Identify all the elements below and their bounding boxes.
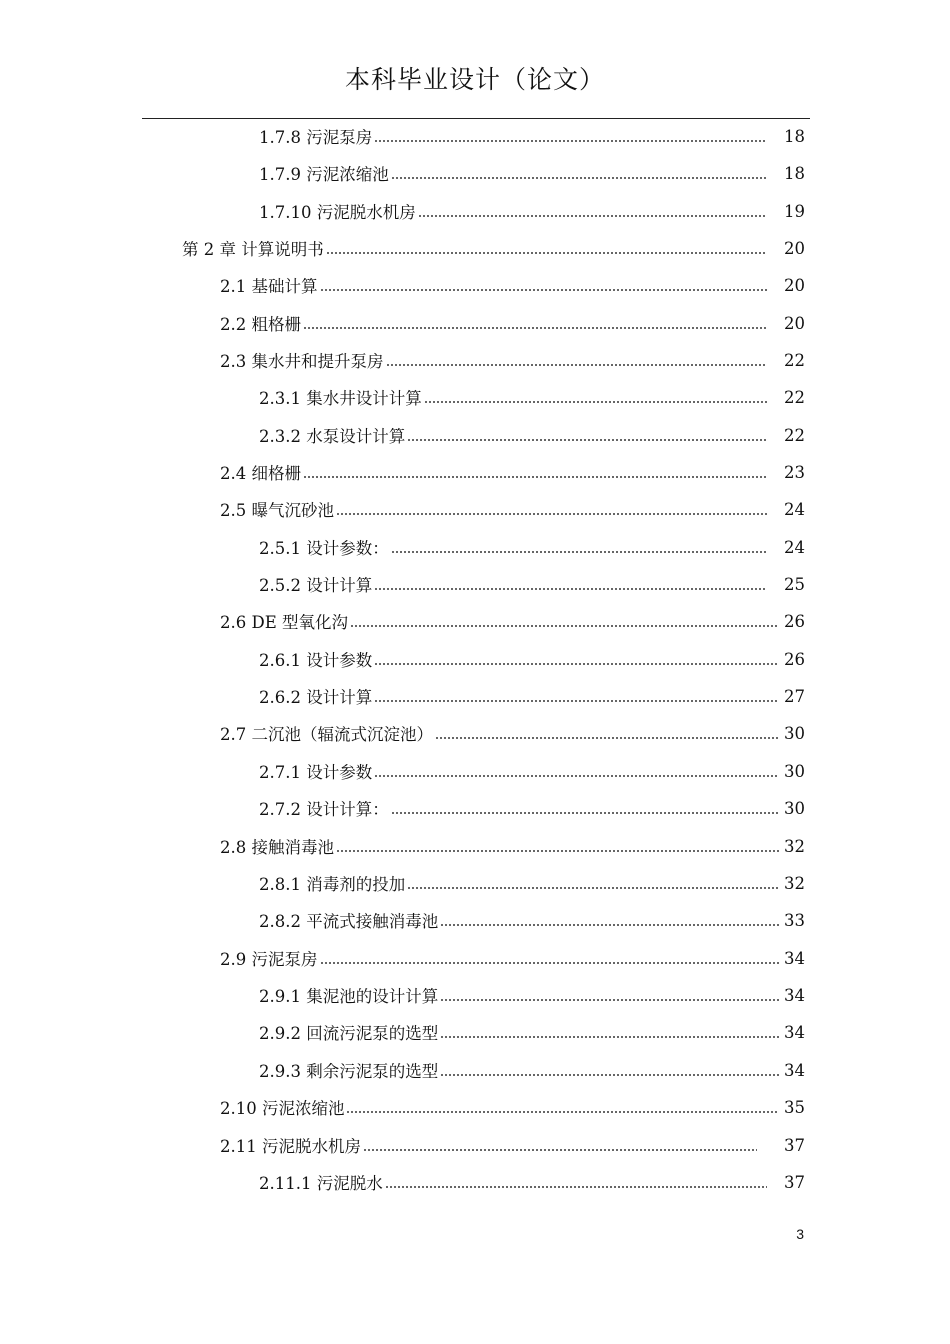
toc-entry-page: 25	[784, 574, 805, 594]
toc-entry[interactable]	[259, 754, 805, 788]
toc-entry[interactable]	[220, 941, 805, 975]
toc-entry[interactable]	[259, 418, 805, 452]
toc-entry-label: 2.7.2 设计计算：	[259, 800, 389, 819]
toc-entry-label: 2.7 二沉池（辐流式沉淀池）	[220, 725, 433, 744]
page-number: 3	[796, 1226, 804, 1242]
toc-entry-page: 34	[784, 1022, 805, 1042]
toc-entry-label: 2.11 污泥脱水机房	[220, 1137, 361, 1156]
toc-entry-label: 2.4 细格栅	[220, 464, 301, 483]
toc-entry-page: 33	[784, 910, 805, 930]
toc-entry-page: 30	[784, 723, 805, 743]
toc-leader-dots	[391, 550, 767, 554]
toc-leader-dots	[374, 662, 779, 666]
toc-entry-label: 2.9 污泥泵房	[220, 950, 318, 969]
toc-leader-dots	[303, 326, 767, 330]
toc-leader-dots	[320, 961, 780, 965]
toc-leader-dots	[374, 587, 767, 591]
toc-leader-dots	[391, 811, 779, 815]
toc-entry-page: 18	[784, 126, 805, 146]
toc-entry[interactable]	[259, 530, 805, 564]
toc-leader-dots	[336, 849, 779, 853]
toc-entry-label: 2.5.1 设计参数：	[259, 539, 389, 558]
toc-entry-label: 1.7.8 污泥泵房	[259, 128, 373, 147]
toc-entry[interactable]	[220, 829, 805, 863]
toc-entry[interactable]	[259, 119, 805, 153]
toc-entry[interactable]	[220, 716, 805, 750]
toc-entry-page: 19	[784, 201, 805, 221]
toc-entry-label: 2.7.1 设计参数	[259, 763, 373, 782]
toc-leader-dots	[385, 1185, 767, 1189]
toc-entry-label: 2.6 DE 型氧化沟	[220, 613, 349, 632]
toc-leader-dots	[440, 998, 779, 1002]
toc-entry-label: 1.7.10 污泥脱水机房	[259, 203, 416, 222]
toc-entry-page: 37	[784, 1135, 805, 1155]
toc-leader-dots	[424, 400, 767, 404]
toc-leader-dots	[374, 699, 779, 703]
toc-leader-dots	[435, 736, 779, 740]
toc-entry-label: 2.3 集水井和提升泵房	[220, 352, 384, 371]
toc-entry-page: 22	[784, 425, 805, 445]
toc-entry[interactable]	[259, 903, 805, 937]
toc-entry-label: 2.5 曝气沉砂池	[220, 501, 334, 520]
toc-entry[interactable]	[220, 604, 805, 638]
toc-entry-label: 2.9.3 剩余污泥泵的选型	[259, 1062, 439, 1081]
toc-leader-dots	[336, 512, 767, 516]
toc-leader-dots	[386, 363, 768, 367]
toc-entry-label: 2.8.1 消毒剂的投加	[259, 875, 406, 894]
toc-entry-page: 34	[784, 1060, 805, 1080]
toc-leader-dots	[303, 475, 767, 479]
toc-entry-page: 32	[784, 873, 805, 893]
toc-leader-dots	[440, 1073, 779, 1077]
toc-entry-label: 2.6.2 设计计算	[259, 688, 373, 707]
toc-entry[interactable]	[220, 1090, 805, 1124]
toc-entry-page: 34	[784, 985, 805, 1005]
toc-entry-page: 20	[784, 275, 805, 295]
toc-entry[interactable]	[220, 306, 805, 340]
toc-entry-label: 2.8.2 平流式接触消毒池	[259, 912, 439, 931]
toc-entry-page: 24	[784, 499, 805, 519]
toc-entry-page: 20	[784, 238, 805, 258]
toc-entry[interactable]	[259, 1165, 805, 1199]
toc-entry-page: 27	[784, 686, 805, 706]
page-header-title: 本科毕业设计（论文）	[344, 65, 605, 94]
toc-entry[interactable]	[182, 231, 805, 265]
toc-entry-page: 23	[784, 462, 805, 482]
toc-leader-dots	[418, 214, 767, 218]
toc-entry-page: 24	[784, 537, 805, 557]
toc-leader-dots	[391, 176, 767, 180]
toc-entry-label: 2.9.2 回流污泥泵的选型	[259, 1024, 439, 1043]
toc-leader-dots	[374, 139, 767, 143]
toc-entry[interactable]	[220, 1128, 805, 1162]
toc-entry-page: 30	[784, 761, 805, 781]
toc-entry-label: 2.3.2 水泵设计计算	[259, 427, 406, 446]
toc-entry[interactable]	[259, 194, 805, 228]
toc-entry-label: 2.9.1 集泥池的设计计算	[259, 987, 439, 1006]
toc-entry[interactable]	[220, 343, 805, 377]
toc-leader-dots	[374, 774, 779, 778]
toc-entry[interactable]	[220, 455, 805, 489]
toc-entry-page: 37	[784, 1172, 805, 1192]
toc-entry-label: 2.11.1 污泥脱水	[259, 1174, 383, 1193]
toc-entry-page: 20	[784, 313, 805, 333]
toc-entry-label: 2.3.1 集水井设计计算	[259, 389, 422, 408]
toc-entry-label: 2.5.2 设计计算	[259, 576, 373, 595]
toc-entry-page: 22	[784, 387, 805, 407]
toc-entry-label: 2.2 粗格栅	[220, 315, 301, 334]
toc-entry-label: 1.7.9 污泥浓缩池	[259, 165, 389, 184]
toc-entry[interactable]	[259, 1015, 805, 1049]
toc-entry[interactable]	[259, 866, 805, 900]
toc-entry-label: 2.6.1 设计参数	[259, 651, 373, 670]
toc-leader-dots	[326, 251, 767, 255]
toc-leader-dots	[440, 923, 779, 927]
toc-entry[interactable]	[259, 791, 805, 825]
toc-leader-dots	[363, 1148, 757, 1152]
toc-entry-label: 2.10 污泥浓缩池	[220, 1099, 345, 1118]
toc-leader-dots	[320, 288, 768, 292]
toc-entry[interactable]	[259, 978, 805, 1012]
toc-entry[interactable]	[259, 679, 805, 713]
toc-entry[interactable]	[259, 380, 805, 414]
toc-entry[interactable]	[220, 492, 805, 526]
toc-entry-label: 2.1 基础计算	[220, 277, 318, 296]
toc-entry[interactable]	[259, 642, 805, 676]
toc-entry-label: 2.8 接触消毒池	[220, 838, 334, 857]
toc-entry-page: 34	[784, 948, 805, 968]
toc-entry-page: 35	[784, 1097, 805, 1117]
toc-leader-dots	[350, 624, 779, 628]
toc-entry-label: 第 2 章 计算说明书	[182, 240, 324, 259]
toc-entry[interactable]	[259, 156, 805, 190]
toc-leader-dots	[440, 1035, 779, 1039]
toc-entry-page: 18	[784, 163, 805, 183]
toc-leader-dots	[346, 1110, 779, 1114]
toc-entry[interactable]	[259, 1053, 805, 1087]
toc-entry-page: 22	[784, 350, 805, 370]
toc-leader-dots	[407, 438, 767, 442]
toc-leader-dots	[407, 886, 779, 890]
toc-entry-page: 32	[784, 836, 805, 856]
toc-entry[interactable]	[220, 268, 805, 302]
toc-entry-page: 26	[784, 611, 805, 631]
toc-entry[interactable]	[259, 567, 805, 601]
toc-entry-page: 30	[784, 798, 805, 818]
toc-entry-page: 26	[784, 649, 805, 669]
